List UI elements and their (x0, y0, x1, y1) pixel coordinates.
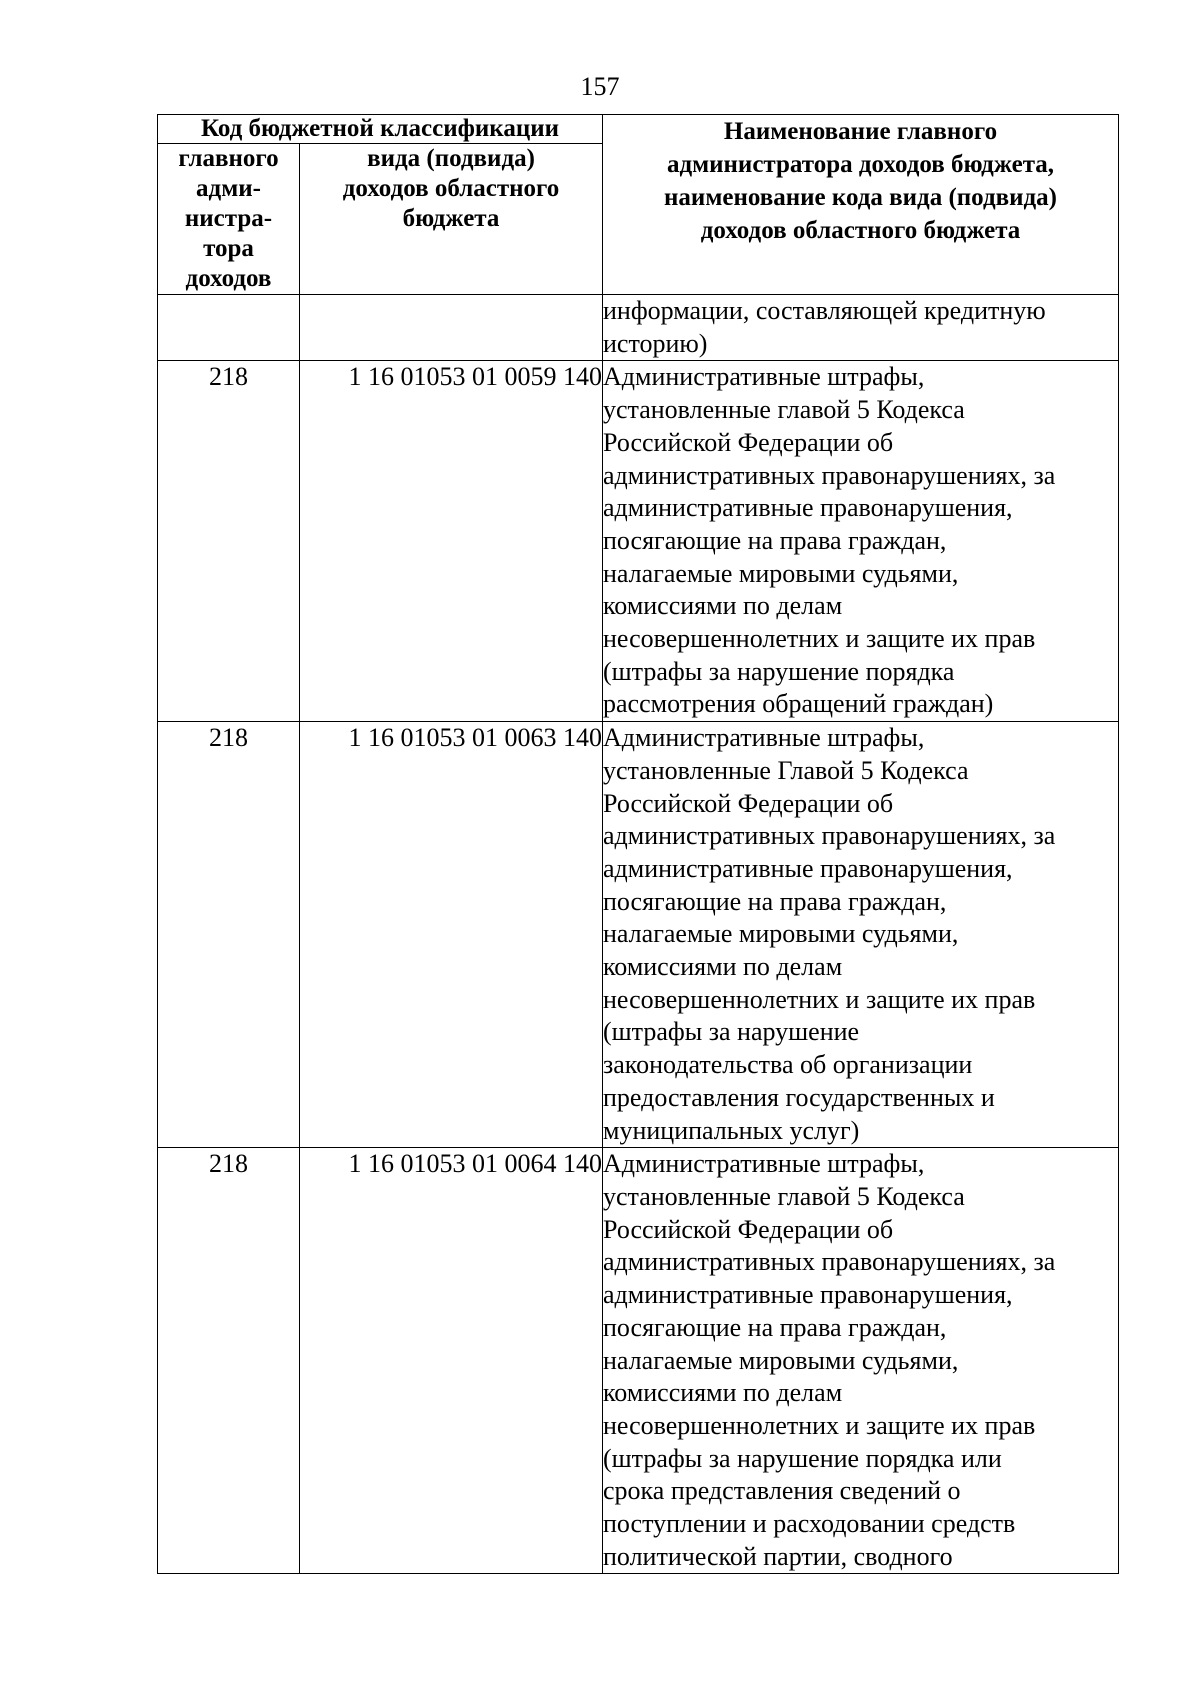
header-code-column (300, 144, 603, 295)
header-admin-line: доходов (185, 265, 272, 292)
description-line: налагаемые мировыми судьями, (603, 558, 959, 588)
table-body (158, 295, 1119, 1574)
revenue-code-cell: 1 16 01053 01 0063 140 (300, 722, 603, 1148)
header-code-line: бюджета (402, 205, 500, 232)
header-group-title: Код бюджетной классификации (158, 115, 603, 144)
description-line: налагаемые мировыми судьями, (603, 919, 959, 949)
budget-classification-table (157, 114, 1119, 1574)
description-line: Административные штрафы, (603, 1149, 925, 1179)
description-line: административных правонарушениях, за (603, 821, 1056, 851)
admin-code-cell: 218 (158, 1148, 300, 1574)
header-admin-line: главного (178, 145, 279, 172)
description-cell (603, 1148, 1119, 1574)
header-admin-line: адми- (196, 175, 261, 202)
description-line: несовершеннолетних и защите их прав (603, 624, 1036, 654)
description-line: рассмотрения обращений граждан) (603, 689, 994, 719)
description-line: несовершеннолетних и защите их прав (603, 984, 1036, 1014)
description-line: административных правонарушениях, за (603, 460, 1056, 490)
header-name-line: доходов областного бюджета (700, 217, 1021, 244)
description-line: (штрафы за нарушение порядка или (603, 1443, 1002, 1473)
description-cell (603, 722, 1119, 1148)
header-name-line: администратора доходов бюджета, (666, 151, 1055, 178)
description-cell (603, 361, 1119, 722)
description-line: (штрафы за нарушение порядка (603, 656, 955, 686)
description-line: установленные Главой 5 Кодекса (603, 755, 969, 785)
description-line: законодательства об организации (603, 1050, 973, 1080)
admin-code-cell: 218 (158, 361, 300, 722)
description-line: политической партии, сводного (603, 1541, 953, 1571)
header-name-line: наименование кода вида (подвида) (664, 184, 1057, 211)
description-line: (штрафы за нарушение (603, 1017, 860, 1047)
description-line: муниципальных услуг) (603, 1115, 860, 1145)
description-line: установленные главой 5 Кодекса (603, 1181, 965, 1211)
description-line: предоставления государственных и (603, 1082, 995, 1112)
description-line: комиссиями по делам (603, 591, 843, 621)
page-number: 157 (580, 72, 620, 101)
description-line: административных правонарушениях, за (603, 1247, 1056, 1277)
description-cell (603, 295, 1119, 361)
description-line: комиссиями по делам (603, 1378, 843, 1408)
header-name-line: Наименование главного (723, 118, 998, 145)
description-line: установленные главой 5 Кодекса (603, 395, 965, 425)
revenue-code-cell: 1 16 01053 01 0059 140 (300, 361, 603, 722)
header-name-column (603, 115, 1119, 295)
description-line: Российской Федерации об (603, 788, 894, 818)
description-line: Российской Федерации об (603, 427, 894, 457)
header-code-line: доходов областного (342, 175, 560, 202)
description-line: административные правонарушения, (603, 493, 1013, 523)
description-line: Административные штрафы, (603, 362, 925, 392)
description-line: информации, составляющей кредитную (603, 296, 1046, 325)
table-row (158, 361, 1119, 722)
admin-code-cell (158, 295, 300, 361)
description-line: посягающие на права граждан, (603, 886, 947, 916)
description-line: посягающие на права граждан, (603, 1312, 947, 1342)
header-admin-line: нистра- (184, 205, 273, 232)
description-line: административные правонарушения, (603, 853, 1013, 883)
revenue-code-cell: 1 16 01053 01 0064 140 (300, 1148, 603, 1574)
header-code-line: вида (подвида) (367, 145, 535, 172)
header-admin-column (158, 144, 300, 295)
description-line: посягающие на права граждан, (603, 525, 947, 555)
description-line: налагаемые мировыми судьями, (603, 1345, 959, 1375)
table-row (158, 1148, 1119, 1574)
description-line: историю) (603, 328, 708, 358)
description-line: Административные штрафы, (603, 723, 925, 753)
description-line: административные правонарушения, (603, 1280, 1013, 1310)
description-line: комиссиями по делам (603, 952, 843, 982)
admin-code-cell: 218 (158, 722, 300, 1148)
description-line: несовершеннолетних и защите их прав (603, 1410, 1036, 1440)
header-admin-line: тора (203, 235, 254, 262)
table-header (158, 115, 1119, 295)
revenue-code-cell (300, 295, 603, 361)
table-row (158, 295, 1119, 361)
description-line: поступлении и расходовании средств (603, 1509, 1016, 1539)
description-line: Российской Федерации об (603, 1214, 894, 1244)
table-row (158, 722, 1119, 1148)
description-line: срока представления сведений о (603, 1476, 961, 1506)
